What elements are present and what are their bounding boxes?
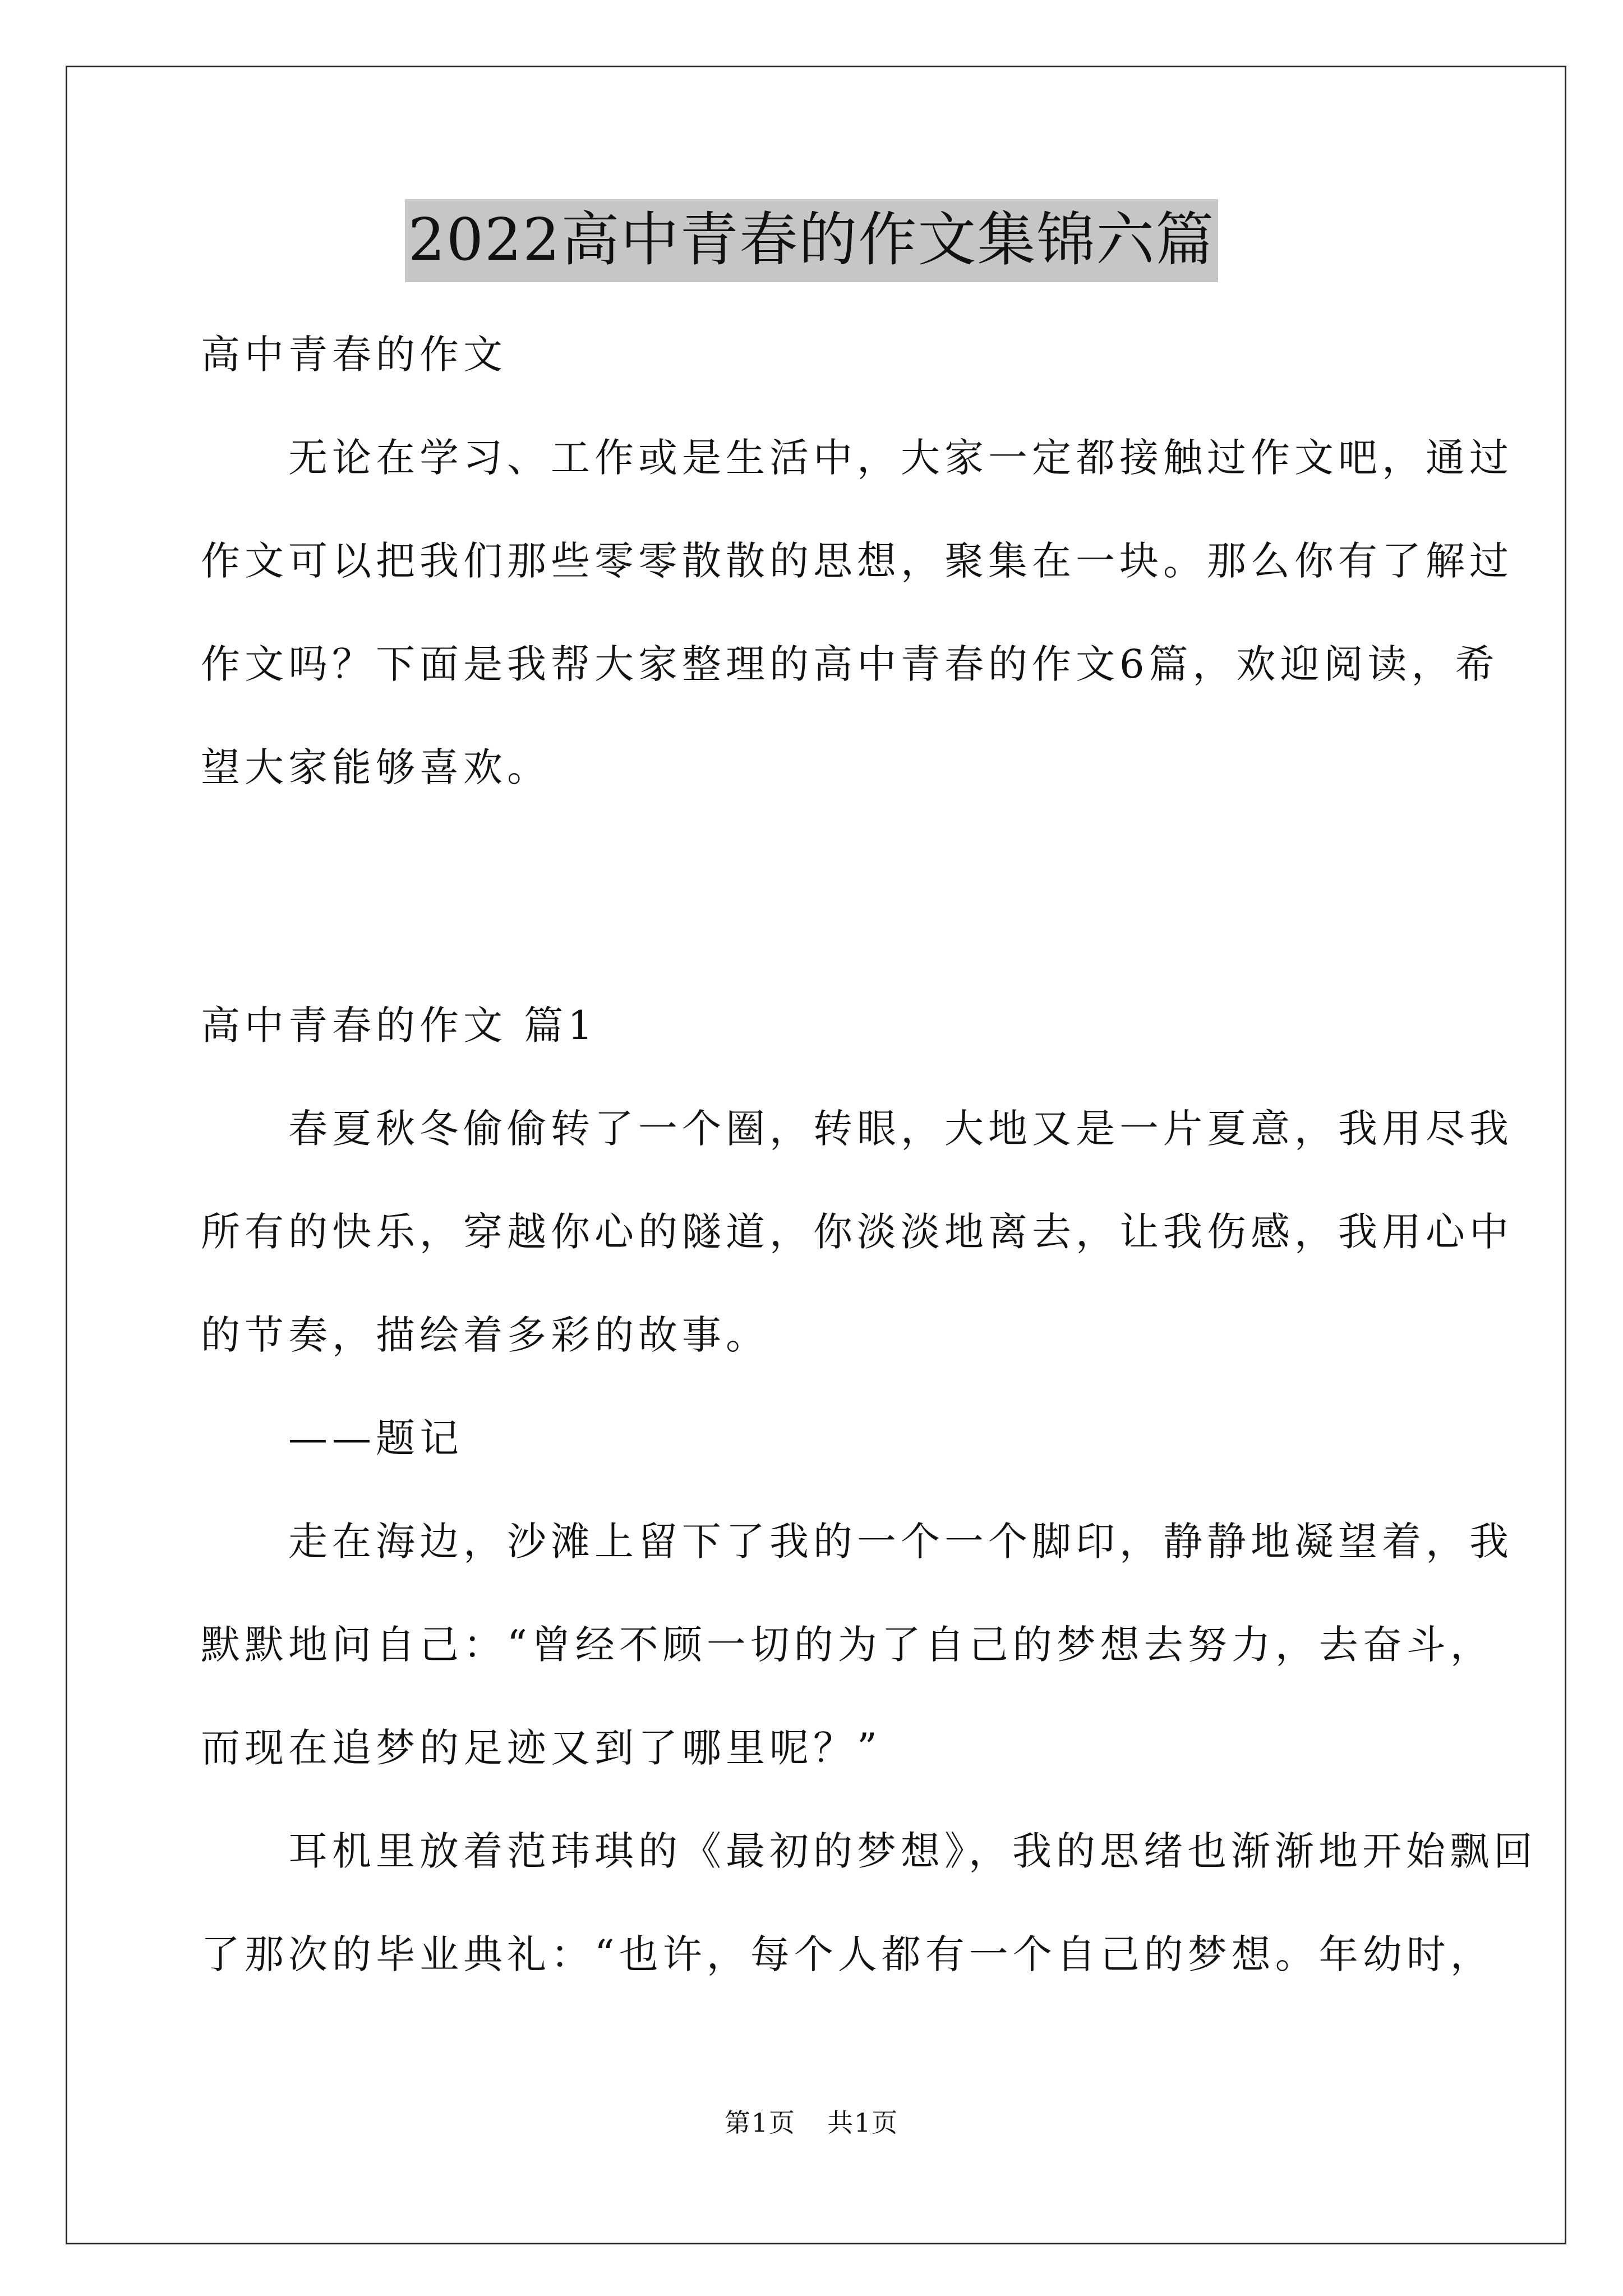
page-footer <box>0 2102 1623 2139</box>
intro-line: 作文可以把我们那些零零散散的思想，聚集在一块。那么你有了解过 <box>201 538 1513 584</box>
paragraph-line: 走在海边，沙滩上留下了我的一个一个脚印，静静地凝望着，我 <box>201 1519 1513 1565</box>
intro-paragraph <box>201 406 1513 819</box>
paragraph-3 <box>201 1800 1537 2006</box>
intro-heading <box>201 303 1435 406</box>
paragraph-2 <box>201 1490 1513 1800</box>
paragraph-line: 的节奏，描绘着多彩的故事。 <box>201 1312 769 1358</box>
epigraph-text: ——题记 <box>201 1415 463 1461</box>
title-container <box>0 199 1623 282</box>
paragraph-1 <box>201 1077 1513 1387</box>
paragraph-line: 而现在追梦的足迹又到了哪里呢？” <box>201 1725 882 1771</box>
intro-line: 作文吗？下面是我帮大家整理的高中青春的作文6篇，欢迎阅读，希 <box>201 641 1499 687</box>
paragraph-line: 所有的快乐，穿越你心的隧道，你淡淡地离去，让我伤感，我用心中 <box>201 1209 1513 1255</box>
intro-line: 无论在学习、工作或是生活中，大家一定都接触过作文吧，通过 <box>201 435 1513 481</box>
paragraph-line: 默默地问自己：“曾经不顾一切的为了自己的梦想去努力，去奋斗， <box>201 1622 1494 1668</box>
intro-heading-text: 高中青春的作文 <box>201 332 507 378</box>
epigraph <box>201 1387 1435 1490</box>
section-heading <box>201 974 1435 1077</box>
intro-line: 望大家能够喜欢。 <box>201 744 551 790</box>
paragraph-line: 耳机里放着范玮琪的《最初的梦想》，我的思绪也渐渐地开始飘回 <box>201 1828 1537 1874</box>
section-heading-text: 高中青春的作文 篇1 <box>201 1002 597 1048</box>
page-total: 共1页 <box>827 2108 899 2138</box>
page-number: 第1页 <box>724 2108 796 2138</box>
document-title: 2022高中青春的作文集锦六篇 <box>405 199 1219 282</box>
paragraph-line: 了那次的毕业典礼：“也许，每个人都有一个自己的梦想。年幼时， <box>201 1931 1494 1977</box>
paragraph-line: 春夏秋冬偷偷转了一个圈，转眼，大地又是一片夏意，我用尽我 <box>201 1106 1513 1152</box>
